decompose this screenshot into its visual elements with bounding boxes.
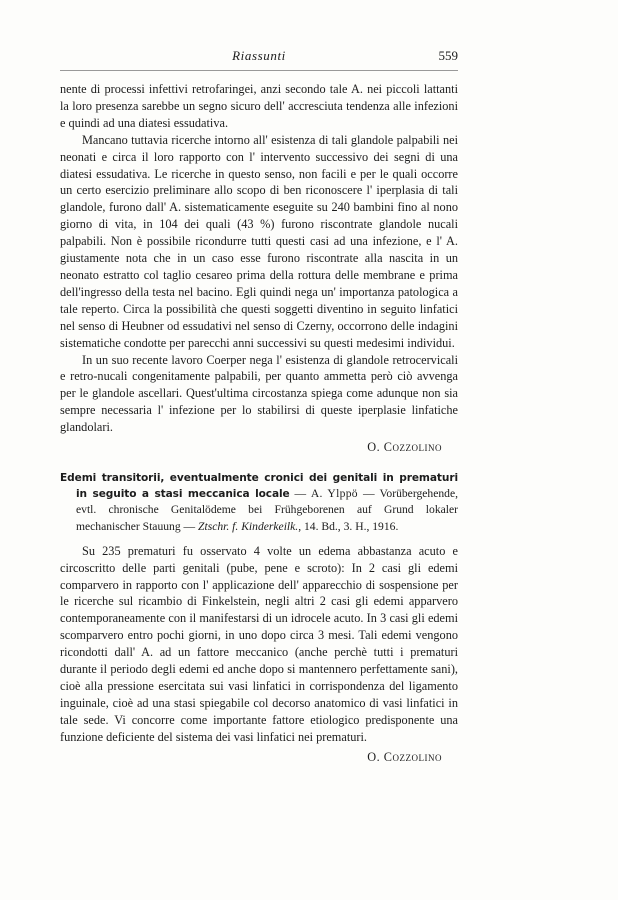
review-author: — A. Ylppö — [294,487,375,501]
citation-volume: , 14. Bd., 3. H., 1916. [298,519,399,533]
review-ylppo [60,470,458,766]
page-header [60,48,458,71]
page [60,48,458,780]
paragraph-2: Mancano tuttavia ricerche intorno all' esistenza di tali glandole palpabili nei neonati e circa il loro rapporto con l' intervento successivo dei segni di una diatesi essudativa. Le ricerche in questo senso, non facili e per le quali occorre un certo esercizio preliminare allo scopo di ben riconoscere l' iperplasia di tali glandole, furono dall' A. sistematicamente eseguite su 240 bambini fino al nono giorno di vita, in 104 dei quali (43 %) furono riscontrate glandole nucali palpabili. Non è possibile ricondurre tutti questi casi ad una infezione, e l' A. giustamente nota che in un caso esse furono riscontrate alla nascita in un neonato estratto col taglio cesareo prima della rottura delle membrane e prima dell'ingresso della testa nel bacino. Egli quindi nega un' importanza patologica a tale reperto. Circa la possibilità che questi soggetti diventino in seguito linfatici nel senso di Heubner od essudativi nel senso di Czerny, occorrono delle indagini sistematiche condotte per parecchi anni successivi su questi medesimi individui. [60,132,458,350]
signature-initial: O. [367,440,381,455]
review-title: Edemi transitorii, eventualmente cronici dei genitali in prematuri in seguito a stasi meccanica locale [60,471,458,501]
paragraph-3: In un suo recente lavoro Coerper nega l' esistenza di glandole retrocervicali e retro-nucali congenitamente palpabili, per quanto ammetta però ciò avvenga per le glandole ascellari. Quest'ultima circostanza spiega come adunque non sia sempre necessaria l' infezione per lo stabilirsi di queste iperplasie linfatiche glandolari. [60,352,458,435]
running-title: Riassunti [232,48,286,63]
paragraph-1: nente di processi infettivi retrofaringei, anzi secondo tale A. nei piccoli lattanti la loro presenza sarebbe un segno sicuro dell' accresciuta tendenza alle infezioni e quindi ad una diatesi essudativa. [60,82,458,130]
citation-journal: Ztschr. f. Kinderkeilk. [198,519,299,533]
reviewer-signature-2 [60,749,442,766]
signature-initial-2: O. [367,749,381,764]
citation-original-title: Vorübergehende, evtl. chronische Genitalödeme bei Frühgeborenen auf Grund lokaler mechanischer Stauung — [76,487,458,533]
reviewer-signature [60,439,442,456]
review-heading [60,470,458,535]
signature-surname-2: Cozzolino [383,749,442,764]
review-body: Su 235 prematuri fu osservato 4 volte un edema abbastanza acuto e circoscritto delle parti genitali (pube, pene e scroto): In 2 casi gli edemi comparvero in rapporto con l' applicazione dell' apparecchio di sospensione per le ricerche sul ricambio di Finkelstein, negli altri 2 casi gli edemi apparvero contemporaneamente con il manifestarsi di un idrocele acuto. In 3 casi gli edemi scomparvero entro pochi giorni, in uno dopo circa 3 mesi. Tali edemi vengono ricondotti dall' A. ad un fattore meccanico (anche perchè tutti i prematuri durante il periodo degli edemi ed anche dopo si mantennero perfettamente sani), cioè alla pressione esercitata sui vasi linfatici in corrispondenza del ligamento inguinale, cioè ad una stasi spiegabile col decorso anatomico di vasi linfatici in tale sede. Vi concorre come importante fattore etiologico predisponente una funzione deficiente del sistema dei vasi linfatici nei prematuri. [60,543,458,744]
review-continuation [60,81,458,456]
signature-surname: Cozzolino [383,440,442,455]
page-number: 559 [438,48,458,63]
